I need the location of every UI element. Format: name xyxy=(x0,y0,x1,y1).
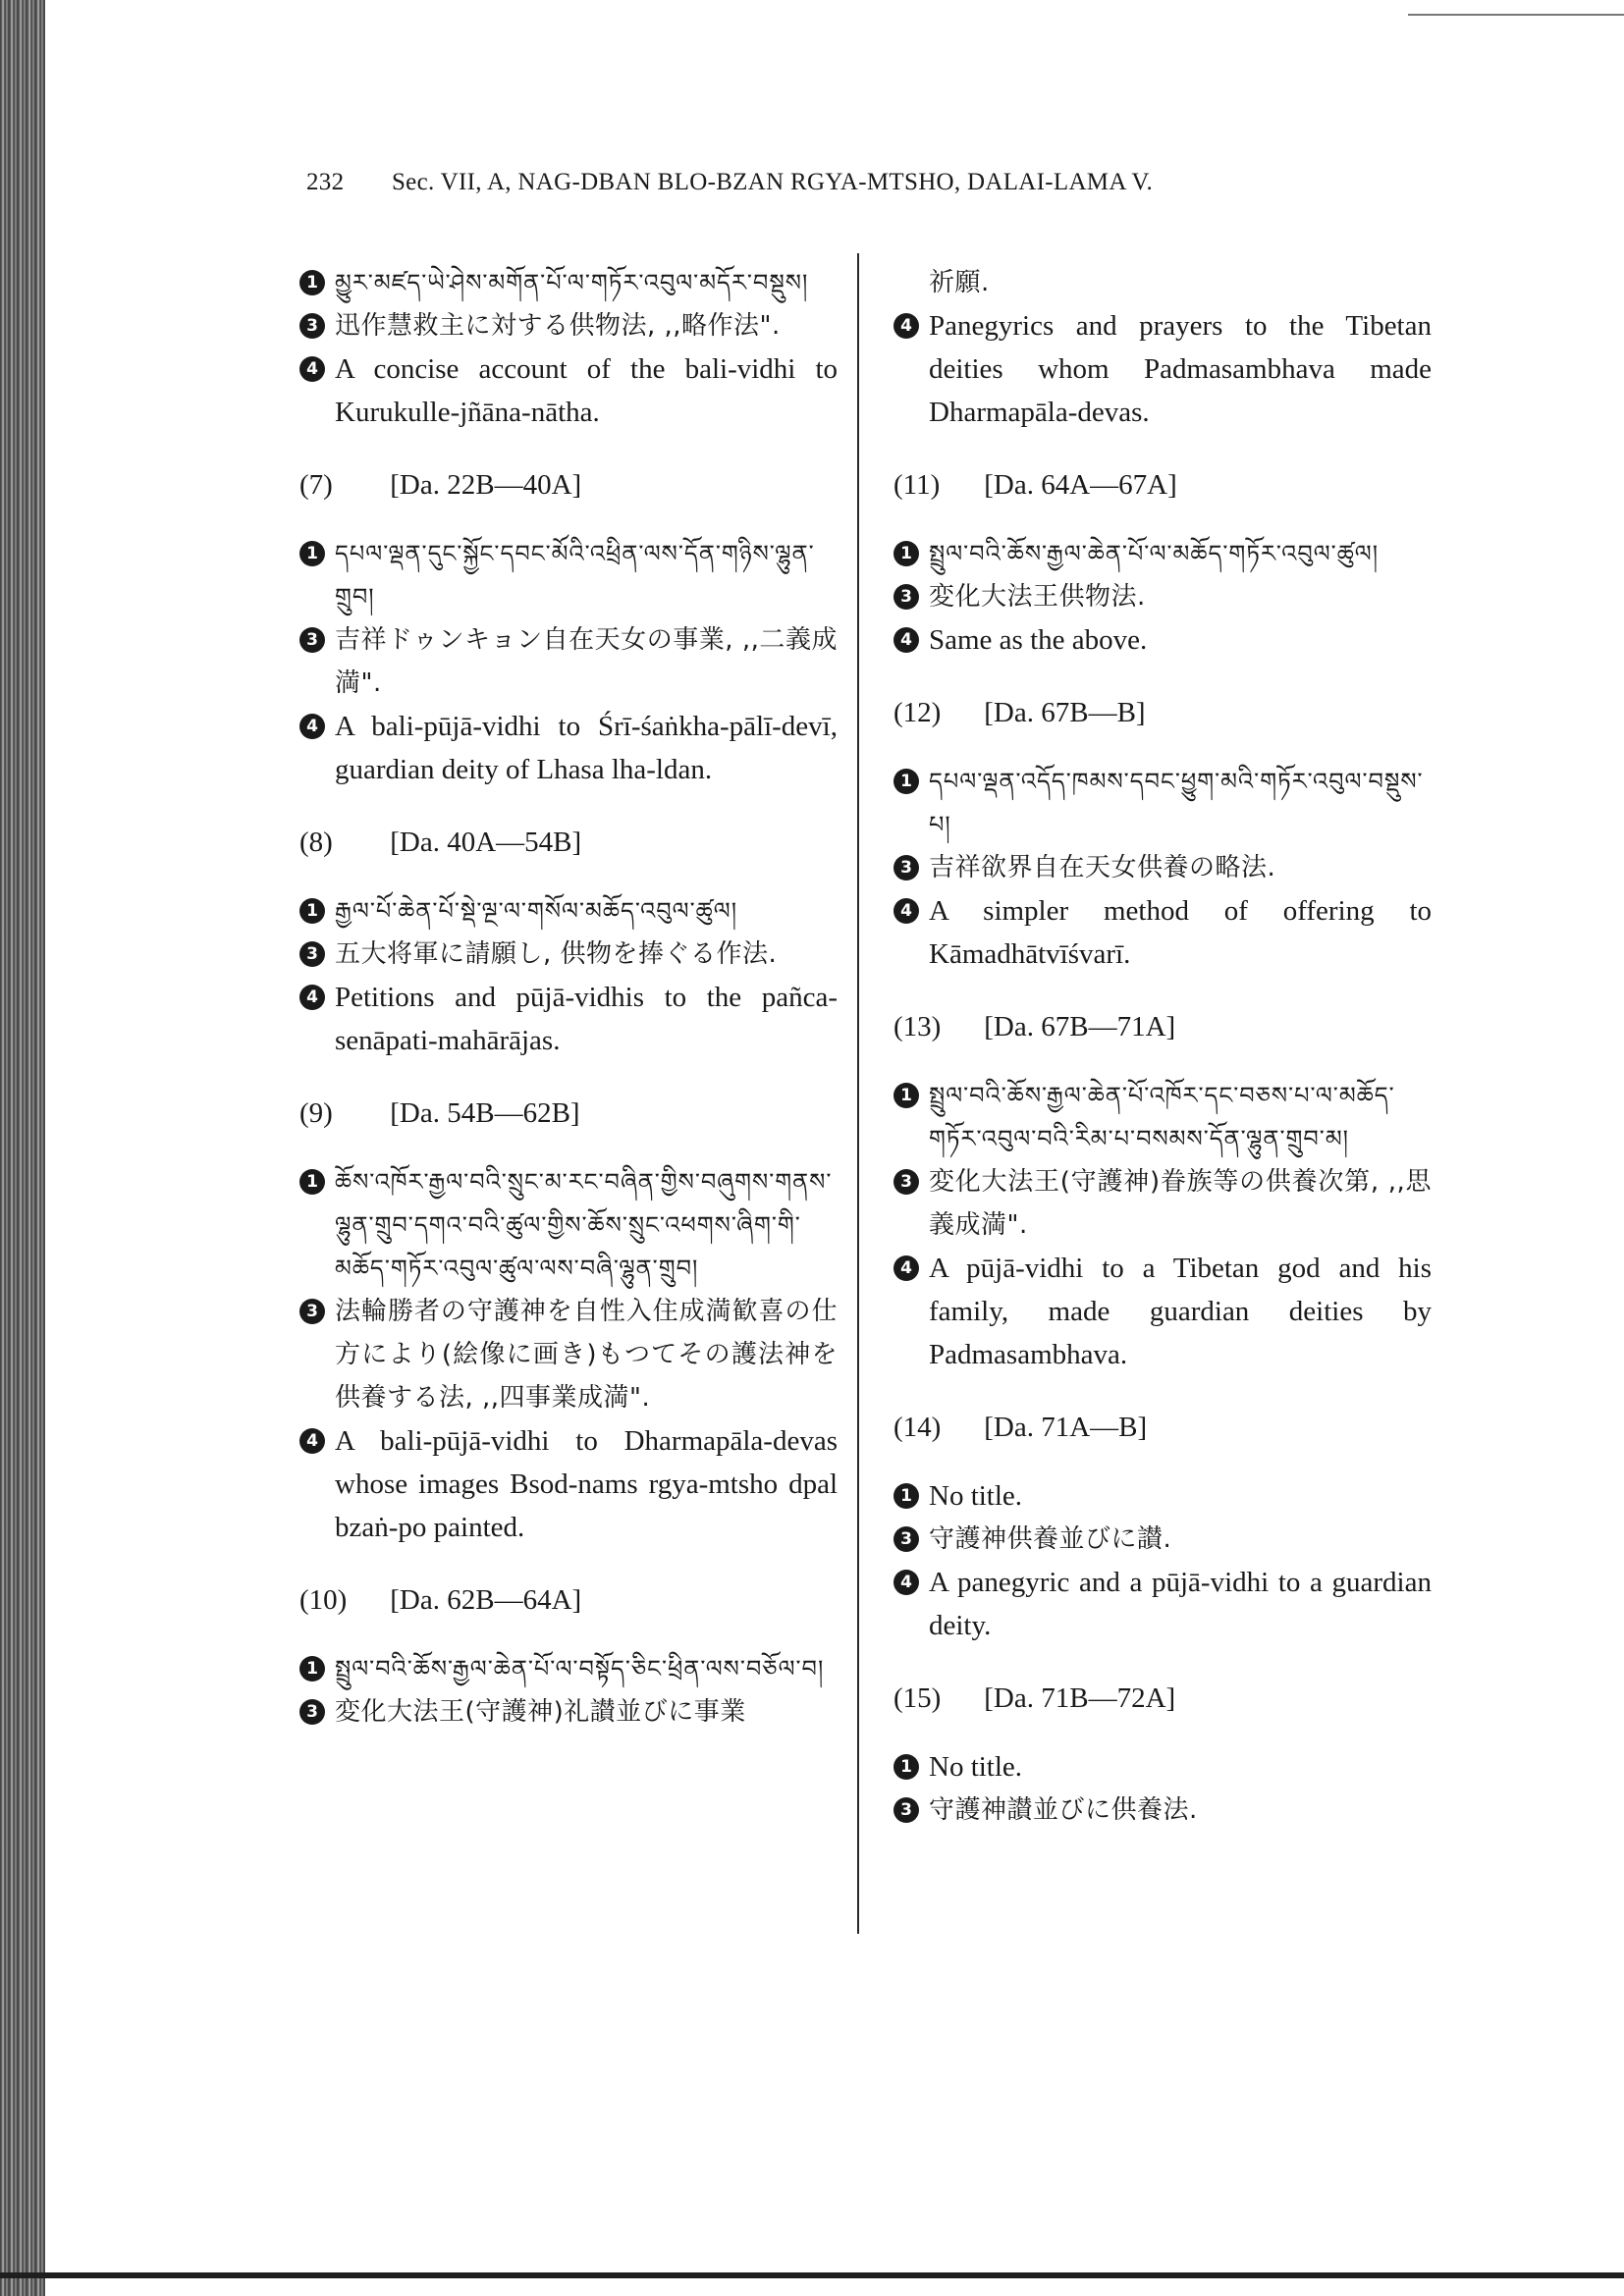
entry-11-tibetan: 1 སྤྲུལ་བའི་ཆོས་རྒྱལ་ཆེན་པོ་ལ་མཆོད་གཏོར་འབུལ་ཚུལ། xyxy=(893,532,1432,575)
column-divider xyxy=(857,253,859,1934)
entry-6-tibetan: 1 མྱུར་མཛད་ཡེ་ཤེས་མགོན་པོ་ལ་གཏོར་འབུལ་མདོར་བསྡུས། xyxy=(299,261,838,304)
marker-japanese-icon: 3 xyxy=(299,1699,325,1725)
marker-tibetan-icon: 1 xyxy=(299,898,325,924)
running-header xyxy=(306,169,1445,196)
entry-7-tibetan: 1 དཔལ་ལྡན་དུང་སྐྱོང་དབང་མོའི་འཕྲིན་ལས་དོན་གཉིས་ལྷུན་གྲུབ། xyxy=(299,532,838,618)
entry-7-heading: (7) [Da. 22B—40A] xyxy=(299,469,582,501)
marker-english-icon: 4 xyxy=(299,356,325,382)
entry-10-japanese-continued: 祈願. xyxy=(929,268,990,297)
entry-14-tibetan: 1 No title. xyxy=(893,1474,1432,1518)
entry-7-japanese: 3 吉祥ドゥンキョン自在天女の事業, ,,二義成満". xyxy=(299,618,838,705)
entry-9-heading: (9) [Da. 54B—62B] xyxy=(299,1097,580,1129)
entry-8-japanese: 3 五大将軍に請願し, 供物を捧ぐる作法. xyxy=(299,933,838,976)
entry-15-heading: (15) [Da. 71B—72A] xyxy=(893,1682,1176,1714)
marker-japanese-icon: 3 xyxy=(893,1169,919,1195)
entry-15-tibetan: 1 No title. xyxy=(893,1745,1432,1789)
entry-10-tibetan: 1 སྤྲུལ་བའི་ཆོས་རྒྱལ་ཆེན་པོ་ལ་བསྟོད་ཅིང་ཕྲིན་ལས་བཅོལ་བ། xyxy=(299,1647,838,1690)
marker-tibetan-icon: 1 xyxy=(893,1754,919,1780)
entry-14-english: 4 A panegyric and a pūjā-vidhi to a guardian deity. xyxy=(893,1561,1432,1647)
entry-13-tibetan: 1 སྤྲུལ་བའི་ཆོས་རྒྱལ་ཆེན་པོ་འཁོར་དང་བཅས་པ་ལ་མཆོད་གཏོར་འབུལ་བའི་རིམ་པ་བསམས་དོན་ལྷུན་གྲུབ་མ། xyxy=(893,1074,1432,1160)
entry-11-japanese: 3 変化大法王供物法. xyxy=(893,575,1432,618)
running-title: Sec. VII, A, NAG-DBAN BLO-BZAN RGYA-MTSHO, DALAI-LAMA V. xyxy=(391,169,1154,195)
entry-8-english: 4 Petitions and pūjā-vidhis to the pañca-senāpati-mahārājas. xyxy=(299,976,838,1062)
entry-13-japanese: 3 変化大法王(守護神)眷族等の供養次第, ,,思義成満". xyxy=(893,1160,1432,1247)
marker-tibetan-icon: 1 xyxy=(893,541,919,566)
marker-tibetan-icon: 1 xyxy=(299,541,325,566)
marker-english-icon: 4 xyxy=(299,714,325,739)
marker-tibetan-icon: 1 xyxy=(299,1656,325,1682)
marker-english-icon: 4 xyxy=(299,1428,325,1454)
marker-japanese-icon: 3 xyxy=(299,1299,325,1324)
marker-tibetan-icon: 1 xyxy=(893,1483,919,1509)
marker-english-icon: 4 xyxy=(893,898,919,924)
marker-tibetan-icon: 1 xyxy=(299,270,325,295)
entry-14-japanese: 3 守護神供養並びに讃. xyxy=(893,1518,1432,1561)
entry-11-heading: (11) [Da. 64A—67A] xyxy=(893,469,1177,501)
entry-9-tibetan: 1 ཆོས་འཁོར་རྒྱལ་བའི་སྲུང་མ་རང་བཞིན་གྱིས་བཞུགས་གནས་ལྷུན་གྲུབ་དགའ་བའི་ཚུལ་གྱིས་ཆོས་སྲུང་འཕགས་ཞིག་གི་མཆོད་གཏོར་འབུལ་ཚུལ་ལས་བཞི་ལྷུན་གྲུབ། xyxy=(299,1160,838,1290)
marker-english-icon: 4 xyxy=(893,1570,919,1595)
entry-12-english: 4 A simpler method of offering to Kāmadhātvīśvarī. xyxy=(893,889,1432,976)
marker-japanese-icon: 3 xyxy=(299,627,325,653)
entry-10-english: 4 Panegyrics and prayers to the Tibetan deities whom Padmasambhava made Dharmapāla-devas. xyxy=(893,304,1432,434)
entry-11-english: 4 Same as the above. xyxy=(893,618,1432,662)
marker-japanese-icon: 3 xyxy=(893,1526,919,1552)
book-spine-edge xyxy=(0,0,45,2296)
entry-9-japanese: 3 法輪勝者の守護神を自性入住成満歓喜の仕方により(絵像に画き)もつてその護法神を供養する法, ,,四事業成満". xyxy=(299,1290,838,1419)
page-number: 232 xyxy=(306,169,345,195)
entry-6-japanese: 3 迅作慧救主に対する供物法, ,,略作法". xyxy=(299,304,838,347)
marker-english-icon: 4 xyxy=(893,313,919,339)
entry-6-english: 4 A concise account of the bali-vidhi to Kurukulle-jñāna-nātha. xyxy=(299,347,838,434)
marker-japanese-icon: 3 xyxy=(299,313,325,339)
marker-english-icon: 4 xyxy=(893,627,919,653)
marker-tibetan-icon: 1 xyxy=(893,769,919,794)
marker-english-icon: 4 xyxy=(893,1255,919,1281)
marker-tibetan-icon: 1 xyxy=(299,1169,325,1195)
entry-9-english: 4 A bali-pūjā-vidhi to Dharmapāla-devas whose images Bsod-nams rgya-mtsho dpal bzaṅ-po painted. xyxy=(299,1419,838,1549)
page-bottom-edge xyxy=(0,2272,1624,2278)
marker-tibetan-icon: 1 xyxy=(893,1083,919,1108)
marker-japanese-icon: 3 xyxy=(893,1797,919,1823)
left-column xyxy=(299,261,838,1734)
entry-14-heading: (14) [Da. 71A—B] xyxy=(893,1412,1148,1443)
entry-12-heading: (12) [Da. 67B—B] xyxy=(893,697,1146,728)
entry-8-tibetan: 1 རྒྱལ་པོ་ཆེན་པོ་སྡེ་ལྔ་ལ་གསོལ་མཆོད་འབུལ་ཚུལ། xyxy=(299,889,838,933)
entry-15-japanese: 3 守護神讃並びに供養法. xyxy=(893,1789,1432,1832)
entry-13-heading: (13) [Da. 67B—71A] xyxy=(893,1011,1176,1042)
entry-12-tibetan: 1 དཔལ་ལྡན་འདོད་ཁམས་དབང་ཕྱུག་མའི་གཏོར་འབུལ་བསྡུས་པ། xyxy=(893,760,1432,846)
right-column xyxy=(893,261,1432,1832)
entry-10-heading: (10) [Da. 62B—64A] xyxy=(299,1584,582,1616)
page-edge-line xyxy=(1408,14,1624,16)
entry-7-english: 4 A bali-pūjā-vidhi to Śrī-śaṅkha-pālī-devī, guardian deity of Lhasa lha-ldan. xyxy=(299,705,838,791)
marker-japanese-icon: 3 xyxy=(299,941,325,967)
marker-japanese-icon: 3 xyxy=(893,855,919,881)
entry-12-japanese: 3 吉祥欲界自在天女供養の略法. xyxy=(893,846,1432,889)
marker-english-icon: 4 xyxy=(299,985,325,1010)
entry-10-japanese: 3 変化大法王(守護神)礼讃並びに事業 xyxy=(299,1690,838,1734)
marker-japanese-icon: 3 xyxy=(893,584,919,610)
entry-8-heading: (8) [Da. 40A—54B] xyxy=(299,827,582,858)
entry-13-english: 4 A pūjā-vidhi to a Tibetan god and his family, made guardian deities by Padmasambhava. xyxy=(893,1247,1432,1376)
